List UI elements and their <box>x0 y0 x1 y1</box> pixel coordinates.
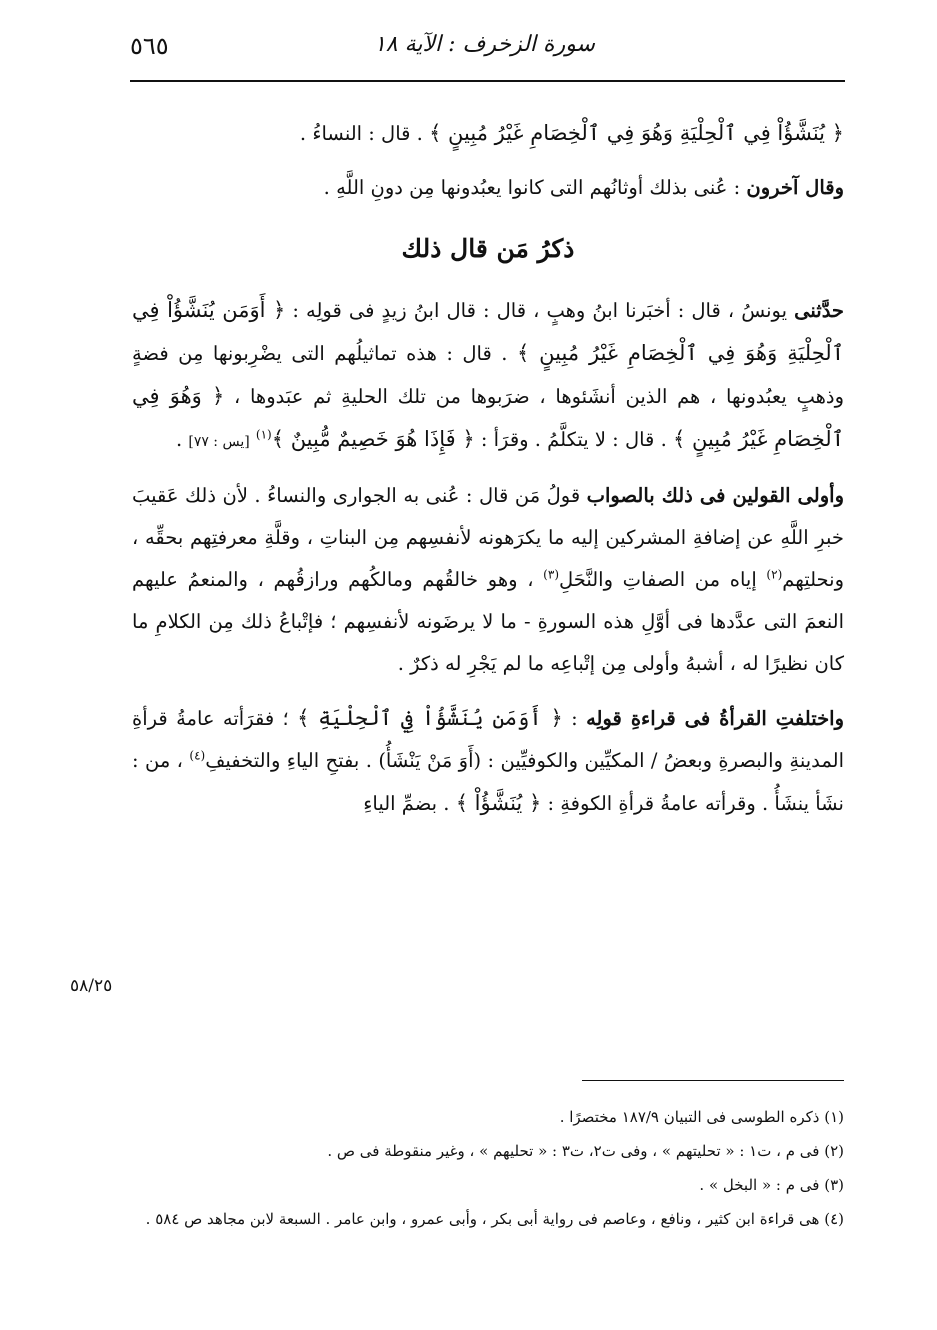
footnote-3: (٣) فى م : « البخل » . <box>699 1176 844 1194</box>
margin-page-reference: ٥٨/٢٥ <box>70 976 113 996</box>
quran-verse: ﴿ يُنَشَّؤُاْ فِي ٱلْحِلْيَةِ وَهُوَ فِي ٱلْخِصَامِ غَيْرُ مُبِينٍ ﴾ <box>429 121 844 145</box>
paragraph-text: . قال : هذه تماثيلُهم التى يضْرِبونها مِن فضةٍ وذهبٍ يعبُدونها ، هم الذين أنشَئوها ، ضرَبوها من تلك الحليةِ ثم عبَدوها ، <box>132 342 844 408</box>
paragraph-lead: وقال آخرون <box>746 176 844 199</box>
paragraph-1 <box>132 112 844 155</box>
paragraph-text: : <box>562 707 587 730</box>
footnote-2: (٢) فى م ، ت١ : « تحليتهم » ، وفى ت٢، ت٣ : « تحليهم » ، وغير منقوطة فى ص . <box>327 1142 844 1160</box>
paragraph-text: ، وهو خالقُهم ومالكُهم ورازقُهم ، والمنعمُ عليهم النعمَ التى عدَّدها فى أوَّلِ هذه السورةِ - ما لا يرضَونه لأنفسِهم ؛ فإتْباعُ ذلك مِن الكلامِ ما كان نظيرًا له ، أشبهُ وأولى مِن إتْباعِه ما لم يَجْرِ له ذكرٌ . <box>132 568 844 675</box>
paragraph-text: : عُنى بذلك أوثانُهم التى كانوا يعبُدونها مِن دونِ اللَّهِ . <box>323 176 747 199</box>
paragraph-3 <box>132 289 844 463</box>
header-rule <box>130 80 845 82</box>
paragraph-5 <box>132 697 844 825</box>
main-text <box>132 112 844 837</box>
footnote-1: (١) ذكره الطوسى فى التبيان ١٨٧/٩ مختصرًا . <box>559 1108 844 1126</box>
verse-citation: [يس : ٧٧] <box>188 434 250 450</box>
paragraph-text: إياه من الصفاتِ والنَّحَلِ <box>559 568 767 591</box>
paragraph-text: . قال : لا يتكلَّمُ . وقرَأ : <box>474 428 673 451</box>
footnote-4: (٤) هى قراءة ابن كثير ، ونافع ، وعاصم فى رواية أبى بكر ، وأبى عمرو ، وابن عامر . السبعة لابن مجاهد ص ٥٨٤ . <box>145 1210 844 1228</box>
paragraph-text: ، من : نشَأ ينشَأُ . وقرأته عامةُ قرأةِ الكوفةِ : <box>132 749 844 815</box>
quran-verse: ﴿ أَوَمَن يُنَشَّؤُاْ فِي ٱلْحِلْيَةِ ﴾ <box>297 706 563 730</box>
footnote-ref-2: (٢) <box>766 567 783 582</box>
paragraph-4 <box>132 475 844 685</box>
paragraph-text: ؛ فقرَأته عامةُ قرأةِ المدينةِ والبصرةِ وبعضُ / المكيِّين والكوفيِّين : (أَوَ مَنْ يَنْشَأُ) . بفتحِ الياءِ والتخفيفِ <box>132 707 844 772</box>
paragraph-lead: حدَّثنى <box>794 299 844 322</box>
paragraph-2 <box>132 167 844 209</box>
paragraph-lead: واختلفتِ القرأةُ فى قراءةِ قولِه <box>586 707 844 730</box>
footnote-ref-4: (٤) <box>189 748 206 763</box>
paragraph-text: . قال : النساءُ . <box>299 122 430 145</box>
quran-verse: ﴿ يُنَشَّؤُاْ ﴾ <box>455 791 542 815</box>
footnote-ref-3: (٣) <box>543 567 559 582</box>
page-header <box>130 30 845 70</box>
footnote-ref-1: (١) <box>255 427 272 442</box>
paragraph-text: قولُ مَن قال : عُنى به الجوارى والنساءُ . لأن ذلك عَقيبَ خبرِ اللَّهِ عن إضافةِ المشركين إليه ما يكرَهونه لأنفسِهم مِن البناتِ ، وقلَّةِ معرفتِهم بحقِّه ، ونحلتِهم <box>132 484 844 591</box>
quran-verse: ﴿ وَهُوَ فِي ٱلْخِصَامِ غَيْرُ مُبِينٍ ﴾ <box>132 384 844 451</box>
section-heading: ذكرُ مَن قال ذلك <box>401 234 575 263</box>
paragraph-text: يونسُ ، قال : أخبَرنا ابنُ وهبٍ ، قال : قال ابنُ زيدٍ فى قولِه : <box>285 299 795 322</box>
footnotes <box>132 1100 844 1236</box>
page-number: ٥٦٥ <box>130 32 169 60</box>
footnote-rule <box>582 1080 844 1081</box>
paragraph-text: . بضمِّ الياءِ <box>363 792 456 815</box>
paragraph-lead: وأولى القولين فى ذلك بالصواب <box>586 484 844 507</box>
quran-verse: ﴿ فَإِذَا هُوَ خَصِيمٌ مُّبِينٌ ﴾ <box>271 427 475 451</box>
quran-verse: ﴿ أَوَمَن يُنَشَّؤُاْ فِي ٱلْحِلْيَةِ وَهُوَ فِي ٱلْخِصَامِ غَيْرُ مُبِينٍ ﴾ <box>132 298 844 365</box>
running-title: سورة الزخرف : الآية ١٨ <box>373 32 595 57</box>
paragraph-text: . <box>175 428 189 451</box>
